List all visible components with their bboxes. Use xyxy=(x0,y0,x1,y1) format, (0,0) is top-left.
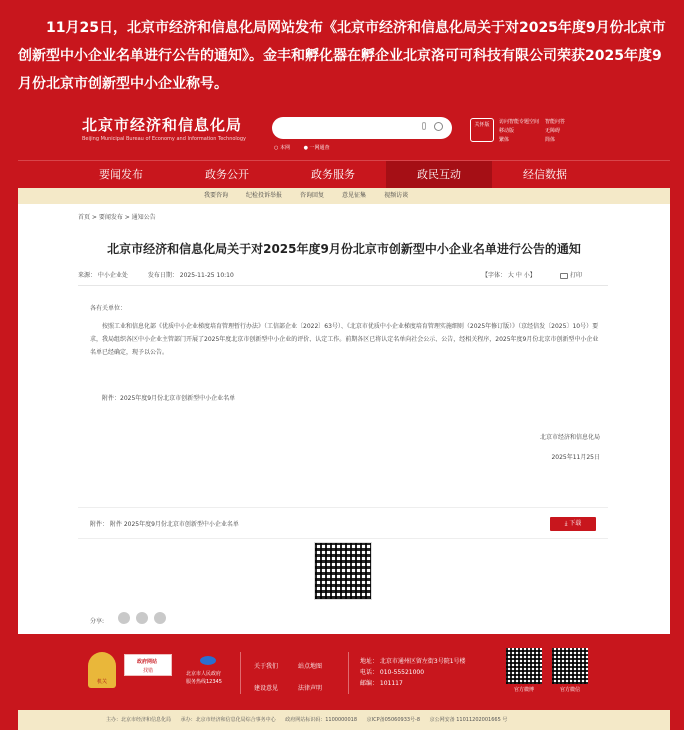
subnav-opinion[interactable]: 意见征集 xyxy=(342,192,367,199)
divider xyxy=(78,285,608,286)
article-meta xyxy=(78,270,252,279)
embedded-screenshot xyxy=(18,104,670,730)
hotline-text: 北京市人民政府 服务热线12345 xyxy=(186,671,222,685)
footer-police-record[interactable]: 京公网安备 11011202001665 号 xyxy=(429,717,508,723)
subnav-complaint[interactable]: 纪检投诉举报 xyxy=(246,192,283,199)
wechat-qr-caption: 官方微信 xyxy=(559,687,580,693)
weibo-share-icon[interactable] xyxy=(136,612,148,624)
search-icon[interactable] xyxy=(434,122,443,131)
footer-address: 地址： 北京市通州区留左街3号院1号楼 电话： 010-55521000 邮编： 101117 xyxy=(360,658,466,687)
nav-interaction[interactable]: 政民互动 xyxy=(386,161,492,188)
site-header xyxy=(18,104,670,160)
font-size-control[interactable]: 【字体： 大 中 小】 xyxy=(482,272,536,279)
qzone-share-icon[interactable] xyxy=(154,612,166,624)
divider xyxy=(240,652,241,694)
nav-news[interactable]: 要闻发布 xyxy=(99,168,143,181)
article-title: 北京市经济和信息化局关于对2025年度9月份北京市创新型中小企业名单进行公告的通知 xyxy=(107,242,581,256)
footer-link-legal[interactable]: 法律声明 xyxy=(298,685,323,692)
article-greeting: 各有关单位： xyxy=(90,305,127,312)
search-scope-site[interactable]: ○ 本网 xyxy=(274,145,290,151)
tool-ai-space[interactable]: 访问智能专题空间 xyxy=(499,119,540,125)
hotline-icon[interactable] xyxy=(200,656,216,665)
weibo-qr-caption: 官方微博 xyxy=(513,687,534,693)
article-attachment: 附件：2025年度9月份北京市创新型中小企业名单 xyxy=(102,395,236,402)
footer-organizer: 承办：北京市经济和信息化局综合事务中心 xyxy=(180,717,276,723)
breadcrumb[interactable]: 首页 > 要闻发布 > 通知公告 xyxy=(78,214,156,221)
download-button[interactable]: ⤓ 下载 xyxy=(550,517,596,531)
nav-open-government[interactable]: 政务公开 xyxy=(205,168,249,181)
sub-nav xyxy=(18,188,670,204)
share-label: 分享: xyxy=(90,618,105,625)
wechat-share-icon[interactable] xyxy=(118,612,130,624)
site-footer xyxy=(18,634,670,710)
tool-mobile[interactable]: 移动版 xyxy=(499,128,515,134)
subnav-reply[interactable]: 咨询回复 xyxy=(300,192,325,199)
qr-code xyxy=(314,542,372,600)
tool-traditional[interactable]: 繁体 xyxy=(499,137,510,143)
microphone-icon[interactable] xyxy=(422,122,426,130)
attachment-bar xyxy=(78,507,608,539)
tool-accessibility[interactable]: 无障碍 xyxy=(545,128,561,134)
print-icon xyxy=(560,273,568,279)
wechat-qr-code xyxy=(552,648,588,684)
print-button[interactable]: 打印 xyxy=(560,270,582,279)
attachment-link[interactable]: 附件： 附件 2025年度9月份北京市创新型中小企业名单 xyxy=(90,521,239,528)
search-scope xyxy=(274,144,342,151)
article-signature: 北京市经济和信息化局 xyxy=(539,434,600,441)
main-nav xyxy=(18,160,670,188)
party-emblem-icon[interactable]: 机关 xyxy=(88,652,116,688)
intro-paragraph: 11月25日，北京市经济和信息化局网站发布《北京市经济和信息化局关于对2025年度9月份北京市创新型中小企业名单进行公告的通知》。金丰和孵化器在孵企业北京洛可可科技有限公司荣获2025年度9月份北京市创新型中小企业称号。 xyxy=(18,20,666,92)
tool-ai-qa[interactable]: 智能问答 xyxy=(545,119,566,125)
subnav-video[interactable]: 视频访谈 xyxy=(384,192,409,199)
header-tools xyxy=(499,118,591,145)
footer-sponsor: 主办：北京市经济和信息化局 xyxy=(106,717,172,723)
nav-data[interactable]: 经信数据 xyxy=(523,168,567,181)
article-date: 发布日期： 2025-11-25 10:10 xyxy=(147,272,234,279)
article-source: 来源： 中小企业处 xyxy=(78,272,128,279)
footer-link-about[interactable]: 关于我们 xyxy=(254,663,279,670)
footer-bottom-bar xyxy=(18,710,670,730)
search-scope-all[interactable]: ● 一网通查 xyxy=(303,145,330,151)
article-body: 按照工业和信息化部《优质中小企业梯度培育管理暂行办法》（工信部企业〔2022〕63号）、《北京市优质中小企业梯度培育管理实施细则（2025年修订版）》（京经信发〔2025〕10号）要求，我局组织各区中小企业主管部门开展了2025年度北京市创新型中小企业的评价、认定工作。前期各区已将认定名单向社会公示、公告，经相关程序，2025年度9月份北京市创新型中小企业名单已经确定，现予以公告。 xyxy=(90,323,599,356)
gov-website-error-badge[interactable]: 政府网站 找错 xyxy=(124,654,172,676)
footer-site-id: 政府网站标识码：1100000018 xyxy=(285,717,358,723)
site-logo[interactable]: 北京市经济和信息化局 xyxy=(82,116,243,134)
footer-link-suggest[interactable]: 建设意见 xyxy=(254,685,279,692)
article-sign-date: 2025年11月25日 xyxy=(551,454,600,461)
weibo-qr-code xyxy=(506,648,542,684)
search-input[interactable] xyxy=(272,117,452,139)
footer-icp[interactable]: 京ICP备05060933号-8 xyxy=(366,717,421,723)
footer-link-sitemap[interactable]: 站点地图 xyxy=(298,663,323,670)
nav-services[interactable]: 政务服务 xyxy=(311,168,355,181)
site-logo-english: Beijing Municipal Bureau of Economy and Information Technology xyxy=(82,136,247,142)
divider xyxy=(348,652,349,694)
tool-simplified[interactable]: 简体 xyxy=(545,137,556,143)
subnav-consult[interactable]: 我要咨询 xyxy=(204,192,229,199)
care-mode-icon[interactable]: 关怀版 xyxy=(470,118,494,142)
